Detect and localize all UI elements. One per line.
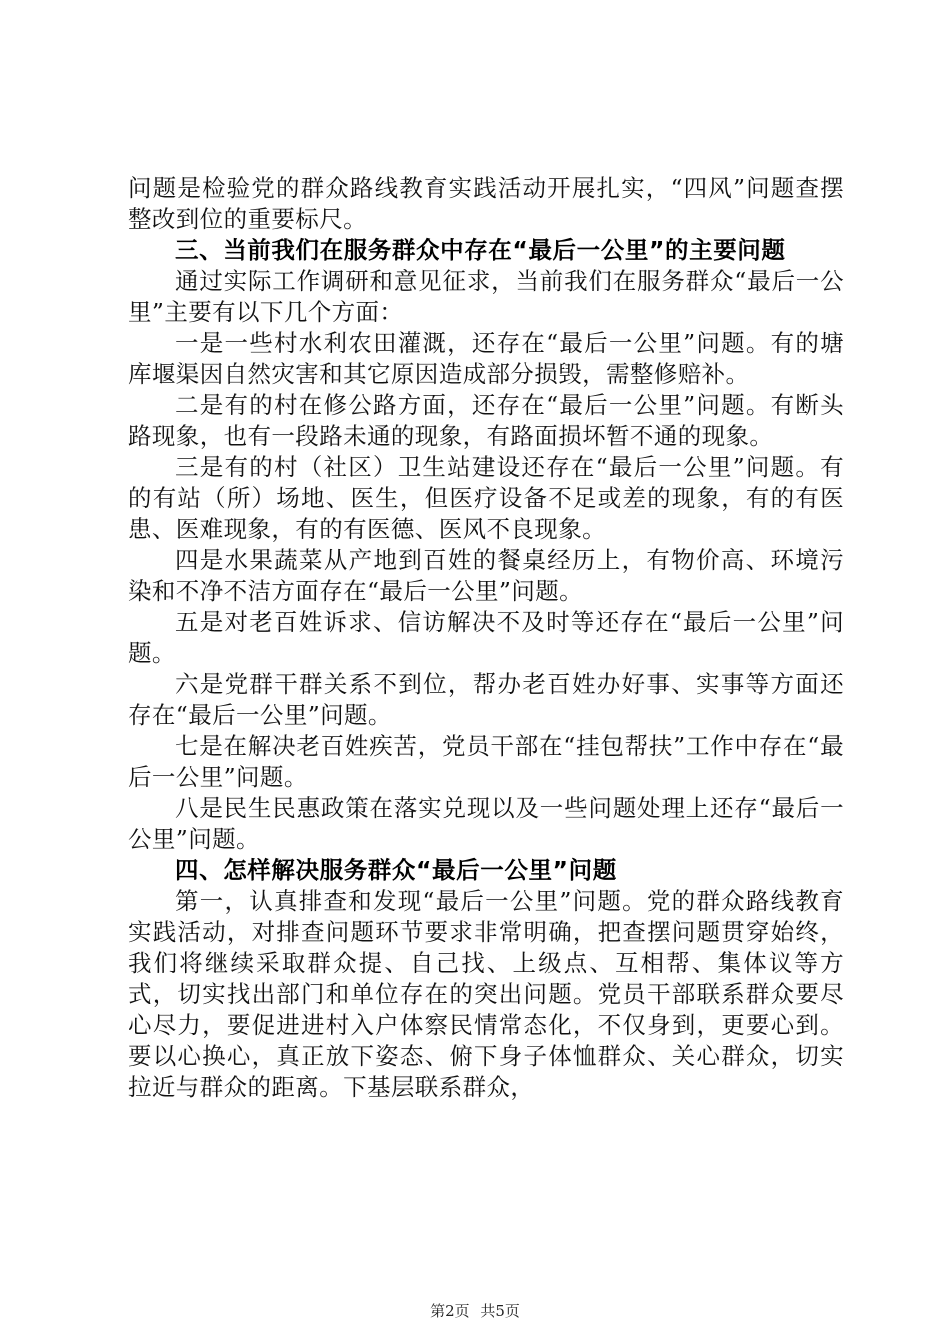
section-3-paragraph: 通过实际工作调研和意见征求，当前我们在服务群众“最后一公里”主要有以下几个方面：: [128, 267, 844, 326]
section-3-paragraph: 四是水果蔬菜从产地到百姓的餐桌经历上，有物价高、环境污染和不净不洁方面存在“最后一公里”问题。: [128, 546, 844, 605]
section-3-paragraph: 八是民生民惠政策在落实兑现以及一些问题处理上还存“最后一公里”问题。: [128, 794, 844, 853]
page-number: 第2页: [430, 1302, 470, 1320]
section-3-paragraph: 二是有的村在修公路方面，还存在“最后一公里”问题。有断头路现象，也有一段路未通的现象，有路面损坏暂不通的现象。: [128, 391, 844, 450]
section-3-heading: 三、当前我们在服务群众中存在“最后一公里”的主要问题: [175, 236, 786, 264]
intro-tail-paragraph: 问题是检验党的群众路线教育实践活动开展扎实，“四风”问题查摆整改到位的重要标尺。: [128, 174, 844, 233]
section-4-paragraph: 第一，认真排查和发现“最后一公里”问题。党的群众路线教育实践活动，对排查问题环节要求非常明确，把查摆问题贯穿始终，我们将继续采取群众提、自己找、上级点、互相帮、集体议等方式，切实找出部门和单位存在的突出问题。党员干部联系群众要尽心尽力，要促进进村入户体察民情常态化，不仅身到，更要心到。要以心换心，真正放下姿态、俯下身子体恤群众、关心群众，切实拉近与群众的距离。下基层联系群众，: [128, 887, 844, 1101]
section-3-paragraph: 七是在解决老百姓疾苦，党员干部在“挂包帮扶”工作中存在“最后一公里”问题。: [128, 732, 844, 791]
page-total: 共5页: [480, 1302, 520, 1320]
section-4-heading: 四、怎样解决服务群众“最后一公里”问题: [175, 856, 617, 884]
section-3-paragraph: 五是对老百姓诉求、信访解决不及时等还存在“最后一公里”问题。: [128, 608, 844, 667]
section-3-paragraph: 六是党群干群关系不到位，帮办老百姓办好事、实事等方面还存在“最后一公里”问题。: [128, 670, 844, 729]
document-body: [128, 173, 844, 1103]
page-footer: [0, 1300, 950, 1321]
section-3-paragraph: 一是一些村水利农田灌溉，还存在“最后一公里”问题。有的塘库堰渠因自然灾害和其它原因造成部分损毁，需整修赔补。: [128, 329, 844, 388]
section-3-paragraph: 三是有的村（社区）卫生站建设还存在“最后一公里”问题。有的有站（所）场地、医生，但医疗设备不足或差的现象，有的有医患、医难现象，有的有医德、医风不良现象。: [128, 453, 844, 543]
